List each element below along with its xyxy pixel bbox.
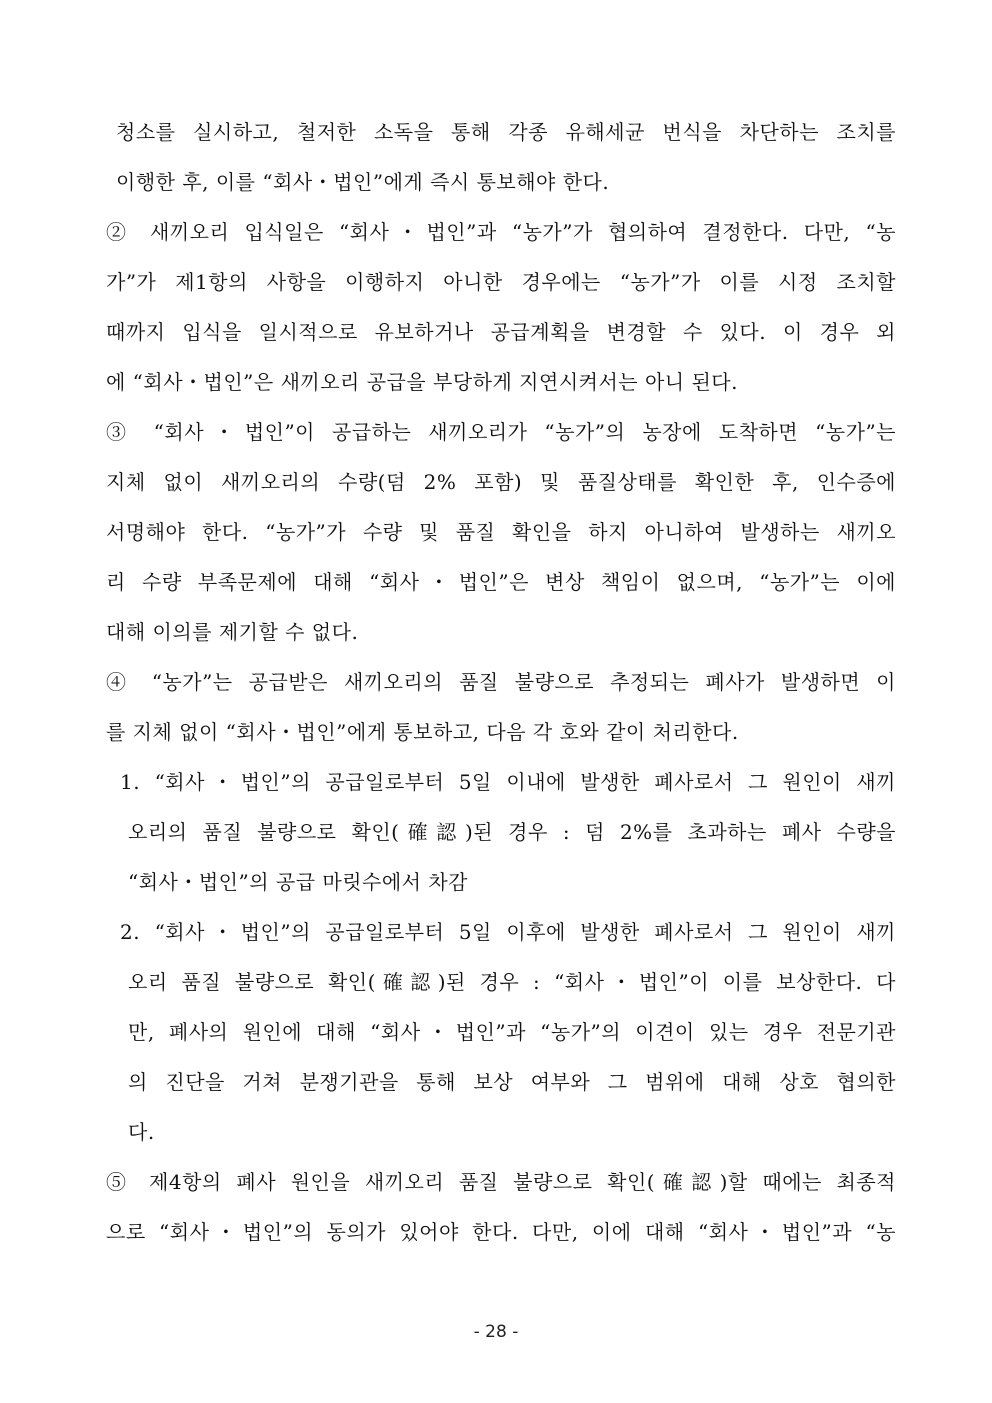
text-line: 다.: [128, 1120, 155, 1144]
text-line: 청소를 실시하고, 철저한 소독을 통해 각종 유해세균 번식을 차단하는 조치를: [116, 120, 896, 144]
text-line: 이행한 후, 이를 “회사・법인”에게 즉시 통보해야 한다.: [116, 170, 610, 194]
text-line: 때까지 입식을 일시적으로 유보하거나 공급계획을 변경할 수 있다. 이 경우 외: [106, 320, 896, 344]
text-line: 대해 이의를 제기할 수 없다.: [106, 620, 359, 644]
text-line: 만, 폐사의 원인에 대해 “회사・법인”과 “농가”의 이견이 있는 경우 전문기관: [128, 1020, 896, 1044]
text-line: 서명해야 한다. “농가”가 수량 및 품질 확인을 하지 아니하여 발생하는 새끼오: [106, 520, 896, 544]
text-line: 를 지체 없이 “회사・법인”에게 통보하고, 다음 각 호와 같이 처리한다.: [106, 720, 739, 744]
page-number: - 28 -: [473, 1322, 519, 1342]
text-line: 1. “회사・법인”의 공급일로부터 5일 이내에 발생한 폐사로서 그 원인이 새끼: [120, 770, 896, 794]
text-line: 의 진단을 거쳐 분쟁기관을 통해 보상 여부와 그 범위에 대해 상호 협의한: [128, 1070, 896, 1094]
text-line: 으로 “회사・법인”의 동의가 있어야 한다. 다만, 이에 대해 “회사・법인”과 “농: [106, 1220, 896, 1244]
text-line: 가”가 제1항의 사항을 이행하지 아니한 경우에는 “농가”가 이를 시정 조치할: [106, 270, 896, 294]
text-line: ⑤ 제4항의 폐사 원인을 새끼오리 품질 불량으로 확인(確認)할 때에는 최종적: [106, 1170, 896, 1194]
text-line: 오리 품질 불량으로 확인(確認)된 경우 : “회사・법인”이 이를 보상한다. 다: [128, 970, 896, 994]
text-line: 오리의 품질 불량으로 확인(確認)된 경우 : 덤 2%를 초과하는 폐사 수량을: [128, 820, 896, 844]
text-line: ② 새끼오리 입식일은 “회사・법인”과 “농가”가 협의하여 결정한다. 다만, “농: [106, 220, 896, 244]
text-line: ③ “회사・법인”이 공급하는 새끼오리가 “농가”의 농장에 도착하면 “농가”는: [106, 420, 896, 444]
text-line: “회사・법인”의 공급 마릿수에서 차감: [128, 870, 469, 894]
text-line: 에 “회사・법인”은 새끼오리 공급을 부당하게 지연시켜서는 아니 된다.: [106, 370, 738, 394]
text-line: ④ “농가”는 공급받은 새끼오리의 품질 불량으로 추정되는 폐사가 발생하면 이: [106, 670, 896, 694]
text-line: 지체 없이 새끼오리의 수량(덤 2% 포함) 및 품질상태를 확인한 후, 인수증에: [106, 470, 896, 494]
text-line: 2. “회사・법인”의 공급일로부터 5일 이후에 발생한 폐사로서 그 원인이 새끼: [120, 920, 896, 944]
text-line: 리 수량 부족문제에 대해 “회사・법인”은 변상 책임이 없으며, “농가”는 이에: [106, 570, 896, 594]
